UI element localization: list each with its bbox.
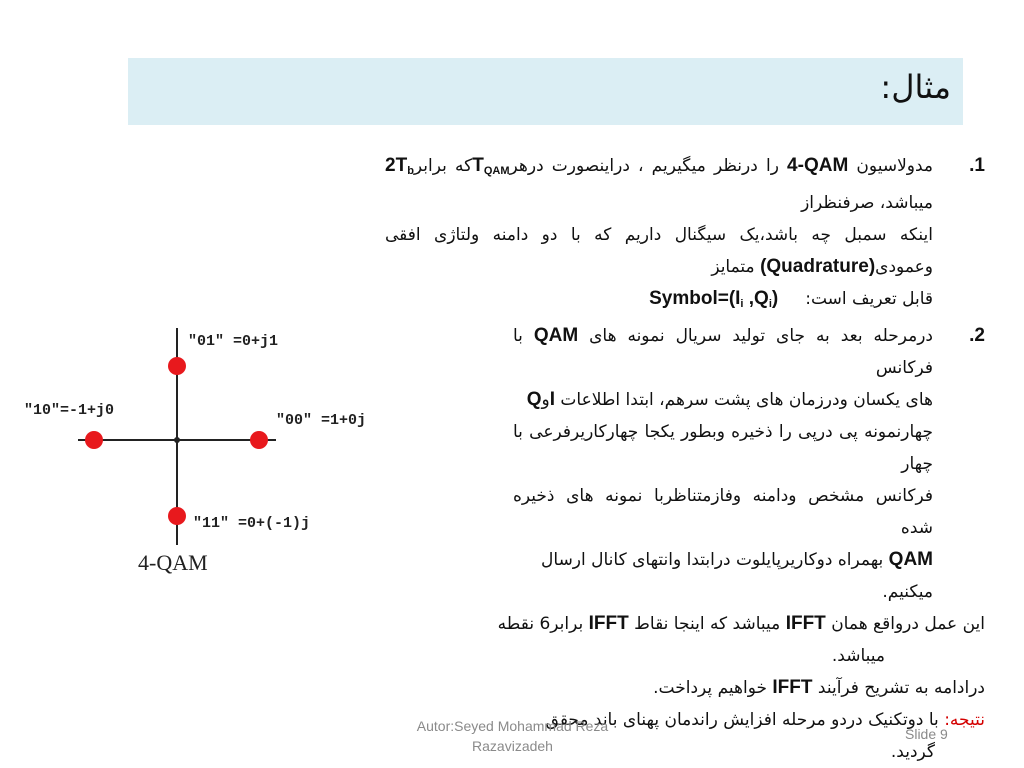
text: متمایز	[711, 257, 761, 277]
text: خواهیم پرداخت.	[653, 678, 773, 698]
term-tqam	[472, 155, 509, 176]
item1-line1	[385, 150, 933, 219]
term-4qam: 4-QAM	[787, 155, 849, 176]
subscript: i	[740, 298, 744, 310]
term-i: I	[549, 389, 556, 410]
text: درادامه به تشریح فرآیند	[812, 678, 985, 698]
text: میباشد که اینجا نقاط	[628, 614, 786, 634]
subscript: b	[407, 165, 414, 177]
text: )	[771, 288, 779, 309]
result-label: نتیجه:	[944, 710, 985, 730]
list-item-1	[385, 150, 985, 320]
text: ,Q	[743, 288, 769, 309]
term-qam: QAM	[533, 325, 579, 346]
list-number-1: .1	[969, 155, 985, 176]
symbol-formula	[649, 288, 778, 309]
subscript: i	[768, 298, 772, 310]
slide-title: مثال:	[880, 68, 951, 106]
text: را درنظر میگیریم ، دراینصورت درهر	[509, 156, 788, 176]
item2-line5	[513, 544, 933, 576]
item2-line2	[513, 384, 933, 416]
term-quadrature: (Quadrature)	[760, 256, 876, 277]
label-point-00: "00" =1+0j	[276, 412, 367, 429]
term-2tb	[385, 155, 414, 176]
paragraph-ifft-cont: میباشد.	[831, 646, 885, 666]
point-00	[250, 431, 268, 449]
slide-number: Slide 9	[905, 726, 948, 742]
text: با فرکانس	[513, 326, 933, 378]
constellation-origin	[174, 437, 180, 443]
text: میباشد، صرفنظراز	[801, 193, 933, 213]
term-ifft: IFFT	[772, 677, 813, 698]
text: برابر6 نقطه	[497, 614, 589, 634]
text: درمرحله بعد به جای تولید سریال نمونه های	[578, 326, 933, 346]
text: مدولاسیون	[848, 156, 933, 176]
term-ifft: IFFT	[785, 613, 826, 634]
text: اینکه سمبل چه باشد،یک سیگنال داریم که با دو دامنه ولتاژی افقی وعمودی	[385, 225, 933, 277]
text: Symbol=(I	[649, 288, 741, 309]
list-number-2: .2	[969, 325, 985, 346]
subscript: QAM	[483, 165, 510, 177]
text: بهمراه دوکاریرپایلوت درابتدا وانتهای کانال ارسال	[541, 550, 884, 570]
text: های یکسان ودرزمان های پشت سرهم، ابتدا اطلاعات	[555, 390, 933, 410]
footer-author: Autor:Seyed Mohammad Reza Razavizadeh	[416, 718, 609, 754]
text: T	[472, 155, 484, 176]
item2-line4: فرکانس مشخص ودامنه وفازمتناظربا نمونه های ذخیره شده	[513, 486, 933, 538]
text: و	[541, 390, 550, 410]
item1-line3	[385, 283, 933, 320]
title-bar	[128, 58, 963, 125]
slide-body	[385, 150, 985, 768]
label-point-01: "01" =0+j1	[188, 333, 279, 350]
paragraph-ifft	[385, 608, 985, 640]
point-01	[168, 357, 186, 375]
item2-line3: چهارنمونه پی درپی را ذخیره وبطور یکجا چهارکاریرفرعی با چهار	[513, 422, 933, 474]
item1-line2	[385, 219, 933, 283]
point-10	[85, 431, 103, 449]
label-point-10: "10"=-1+j0	[24, 402, 115, 419]
term-qam: QAM	[888, 549, 933, 570]
term-q: Q	[526, 389, 542, 410]
text: که برابر	[413, 156, 473, 176]
text: این عمل درواقع همان	[825, 614, 985, 634]
item2-line6: میکنیم.	[882, 582, 933, 602]
item2-line1	[513, 320, 933, 384]
text: با دوتکنیک دردو مرحله افزایش راندمان پهنای باند محقق	[545, 710, 945, 730]
text: 2T	[385, 155, 408, 176]
point-11	[168, 507, 186, 525]
label-point-11: "11" =0+(-1)j	[193, 515, 311, 532]
paragraph-process	[385, 672, 985, 704]
constellation-title: 4-QAM	[138, 550, 208, 575]
term-ifft: IFFT	[588, 613, 629, 634]
list-item-2	[513, 320, 985, 608]
paragraph-result-cont: گردید.	[890, 742, 935, 762]
text: قابل تعریف است:	[805, 289, 933, 309]
